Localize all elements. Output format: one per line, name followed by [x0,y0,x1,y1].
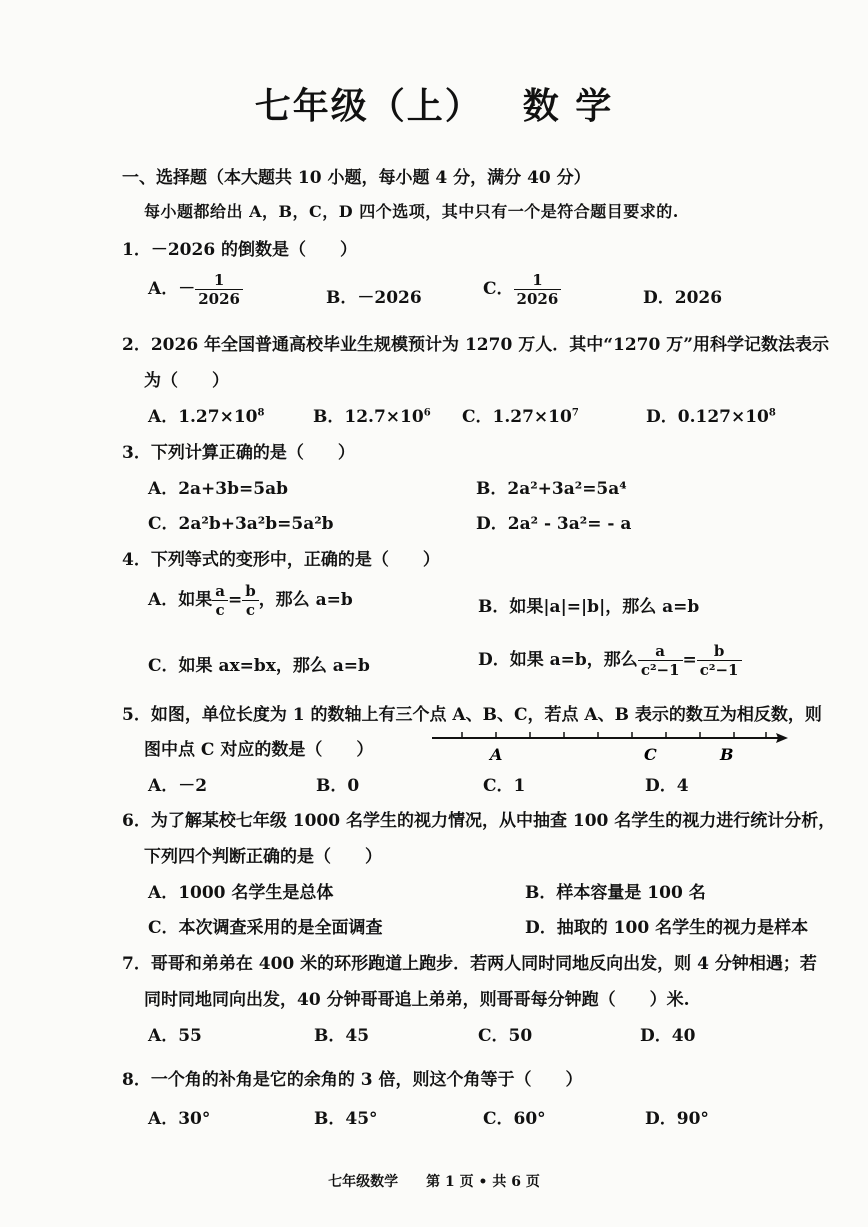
q5-stem-line1: 5．如图，单位长度为 1 的数轴上有三个点 A、B、C，若点 A、B 表示的数互为相反数，则 [122,705,822,725]
page-title [0,78,868,129]
q5-option-a: A．－2 [148,776,208,796]
q2-stem-line1: 2．2026 年全国普通高校毕业生规模预计为 1270 万人．其中“1270 万”用科学记数法表示 [122,335,830,355]
q8-stem: 8．一个角的补角是它的余角的 3 倍，则这个角等于（ ） [122,1070,583,1090]
section-heading: 一、选择题（本大题共 10 小题，每小题 4 分，满分 40 分） [122,168,591,188]
q6-option-a: A．1000 名学生是总体 [148,883,334,903]
q8-option-d: D．90° [645,1109,709,1129]
q1-stem: 1．－2026 的倒数是（ ） [122,240,358,260]
q5-option-b: B．0 [316,776,360,796]
point-a-label: A [490,745,503,764]
q2-option-b: B．$12.7\times 10^6$ [313,407,431,427]
q6-stem-line2: 下列四个判断正确的是（ ） [144,847,382,867]
q1-option-d: D．2026 [643,288,723,308]
q3-option-b: B．2a²+3a²=5a⁴ [476,479,627,499]
q5-stem-line2: 图中点 C 对应的数是（ ） [144,740,374,760]
q6-stem-line1: 6．为了解某校七年级 1000 名学生的视力情况，从中抽查 100 名学生的视力进行统计分析， [122,811,836,831]
q5-option-d: D．4 [645,776,689,796]
section-instruction: 每小题都给出 A，B，C，D 四个选项，其中只有一个是符合题目要求的. [144,202,679,221]
q2-option-a: A．$1.27\times 10^8$ [148,407,265,427]
q7-option-b: B．45 [314,1026,370,1046]
point-c-label: C [644,745,657,764]
q1-option-c: C． $\frac{1}{2026}$ [483,271,561,308]
q5-option-c: C．1 [483,776,526,796]
q7-stem-line1: 7．哥哥和弟弟在 400 米的环形跑道上跑步．若两人同时同地反向出发，则 4 分钟相遇；若 [122,954,817,974]
point-b-label: B [720,745,734,764]
q7-option-c: C．50 [478,1026,533,1046]
q3-stem: 3．下列计算正确的是（ ） [122,443,355,463]
q6-option-d: D．抽取的 100 名学生的视力是样本 [525,918,809,938]
q4-option-b: B．如果|a|=|b|，那么 a=b [478,597,700,617]
q6-option-c: C．本次调查采用的是全面调查 [148,918,383,938]
q7-option-a: A．55 [148,1026,202,1046]
q3-option-c: C．2a²b+3a²b=5a²b [148,514,334,534]
q1-option-a: A．－ $\frac{1}{2026}$ [148,271,243,308]
q8-option-c: C．60° [483,1109,546,1129]
q2-option-d: D．$0.127\times 10^8$ [646,407,776,427]
q6-option-b: B．样本容量是 100 名 [525,883,706,903]
number-line-figure [428,726,790,766]
q2-stem-line2: 为（ ） [144,371,229,391]
q4-option-d: D．如果 a=b，那么 $\frac{a}{\text{c²−1}}$ = $\frac{b}{\text{c²−1}}$ [478,642,742,679]
page-footer: 七年级数学 第 1 页 • 共 6 页 [328,1174,540,1190]
title-subject: 数 学 [522,85,614,127]
q7-stem-line2: 同时同地同向出发，40 分钟哥哥追上弟弟，则哥哥每分钟跑（ ）米. [144,990,690,1010]
q1-option-b: B．－2026 [326,288,422,308]
q7-option-d: D．40 [640,1026,696,1046]
q3-option-a: A．2a+3b=5ab [148,479,288,499]
q4-option-c: C．如果 ax=bx，那么 a=b [148,656,370,676]
q4-stem: 4．下列等式的变形中，正确的是（ ） [122,550,440,570]
title-grade: 七年级（上） [254,85,483,127]
q2-option-c: C．$1.27\times 10^7$ [462,407,579,427]
q4-option-a: A．如果 $\frac{a}{c}$ = $\frac{b}{c}$ ，那么 a=b [148,582,353,619]
q8-option-b: B．45° [314,1109,378,1129]
q8-option-a: A．30° [148,1109,211,1129]
q3-option-d: D．2a² - 3a²= - a [476,514,632,534]
